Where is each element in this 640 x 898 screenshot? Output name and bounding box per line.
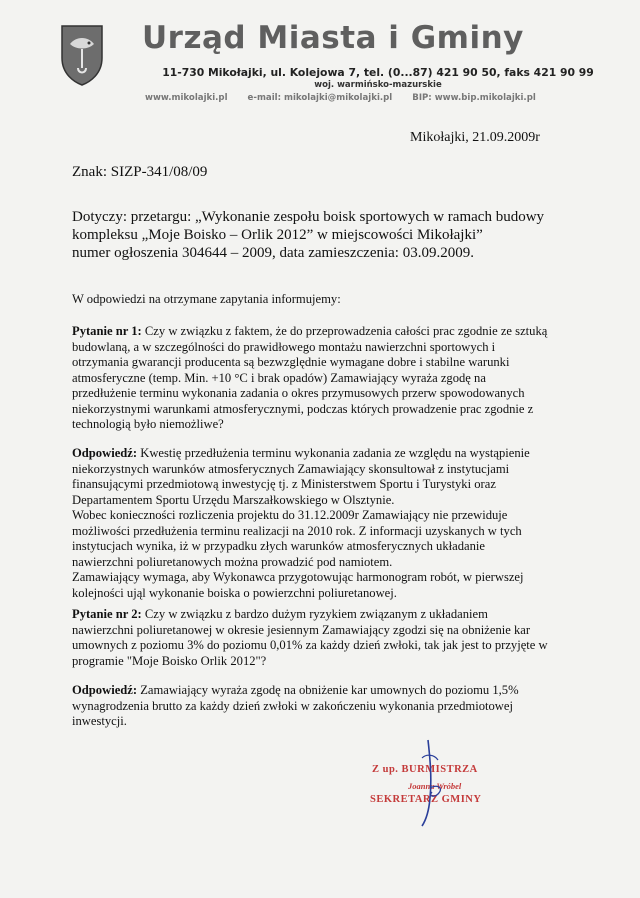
answer-text: instytucjach wynika, iż w przypadku złych warunków atmosferycznych układanie xyxy=(72,539,486,553)
answer-text: niekorzystnych warunków atmosferycznych Zamawiający skonsultował z instytucjami xyxy=(72,461,510,476)
question-2 xyxy=(72,607,592,669)
office-contact xyxy=(145,93,615,103)
answer-text: finansującymi przedmiotową inwestycję tj. z Ministerstwem Sportu i Turystyki oraz xyxy=(72,477,496,491)
answer-text: inwestycji. xyxy=(72,714,127,728)
question-text: umownych z poziomu 3% do poziomu 0,01% za każdy dzień zwłoki, tak jak jest to przyjęte w xyxy=(72,638,548,652)
answer-label: Odpowiedź: xyxy=(72,683,138,697)
answer-text: Departamentem Sportu Urzędu Marszałkowskiego w Olsztynie. xyxy=(72,492,395,507)
answer-2 xyxy=(72,683,592,730)
answer-text: kolejności ująl wykonanie boiska o powierzchni poliuretanowej. xyxy=(72,585,397,600)
question-text: atmosferyczne (temp. Min. +10 °C i brak opadów) Zamawiający wyraża zgodę na xyxy=(72,370,486,385)
question-1 xyxy=(72,324,592,433)
answer-text: Zamawiający wyraża zgodę na obniżenie kar umownych do poziomu 1,5% xyxy=(137,683,519,697)
stamp-authority: Z up. BURMISTRZA xyxy=(372,764,478,775)
handwritten-signature xyxy=(408,738,448,828)
question-text: budowlaną, a w szczególności do prawidłowego montażu nawierzchni sportowych i xyxy=(72,339,496,354)
answer-text: nawierzchni poliuretanowych można prowadzić pod namiotem. xyxy=(72,554,393,569)
question-text: programie "Moje Boisko Orlik 2012"? xyxy=(72,653,267,668)
question-text: Czy w związku z faktem, że do przeprowadzenia całości prac zgodnie ze sztuką xyxy=(141,324,548,338)
answer-text: Kwestię przedłużenia terminu wykonania zadania ze względu na wystąpienie xyxy=(137,446,530,460)
coat-of-arms-icon xyxy=(60,24,104,86)
email-link[interactable]: e-mail: mikolajki@mikolajki.pl xyxy=(247,93,393,103)
question-label: Pytanie nr 1: xyxy=(72,324,142,338)
stamp-position: SEKRETARZ GMINY xyxy=(370,794,482,805)
subject-line: Dotyczy: przetargu: „Wykonanie zespołu boisk sportowych w ramach budowy xyxy=(72,209,545,225)
office-region: woj. warmińsko-mazurskie xyxy=(314,80,442,90)
answer-text: wynagrodzenia brutto za każdy dzień zwłoki w zakończeniu wykonania przedmiotowej xyxy=(72,698,513,713)
subject-block xyxy=(72,208,592,262)
answer-1 xyxy=(72,446,592,601)
intro-paragraph xyxy=(72,292,592,308)
office-address: 11-730 Mikołajki, ul. Kolejowa 7, tel. (0...87) 421 90 50, faks 421 90 99 xyxy=(162,66,594,79)
letter-date: Mikołajki, 21.09.2009r xyxy=(410,130,540,145)
question-text: technologią było niemożliwe? xyxy=(72,417,224,431)
answer-label: Odpowiedź: xyxy=(72,446,138,460)
question-text: otrzymania gwarancji producenta są bezwzględnie wymagane dobre i stabilne warunki xyxy=(72,355,510,369)
website-link[interactable]: www.mikolajki.pl xyxy=(145,93,228,103)
answer-text: możliwości przedłużenia terminu realizacji na 2010 rok. Z informacji uzyskanych w tych xyxy=(72,523,522,538)
bip-link[interactable]: BIP: www.bip.mikolajki.pl xyxy=(412,93,536,103)
answer-text: Zamawiający wymaga, aby Wykonawca przygotowując harmonogram robót, w pierwszej xyxy=(72,570,524,584)
question-text: nawierzchni poliuretanowej w okresie jesiennym Zamawiający zgodzi się na obniżenie kar xyxy=(72,622,531,637)
intro-text: W odpowiedzi na otrzymane zapytania informujemy: xyxy=(72,292,341,306)
answer-text: Wobec konieczności rozliczenia projektu do 31.12.2009r Zamawiający nie przewiduje xyxy=(72,508,508,522)
question-text: przedłużenie terminu wykonania zadania o okres przymusowych przerw spowodowanych xyxy=(72,386,525,400)
question-text: niekorzystnymi warunkami atmosferycznymi, podczas których prowadzenie prac zgodnie z xyxy=(72,401,534,416)
reference-number: Znak: SIZP-341/08/09 xyxy=(72,164,208,180)
subject-line: kompleksu „Moje Boisko – Orlik 2012” w miejscowości Mikołajki” xyxy=(72,227,483,243)
office-name: Urząd Miasta i Gminy xyxy=(142,20,524,56)
subject-line: numer ogłoszenia 304644 – 2009, data zamieszczenia: 03.09.2009. xyxy=(72,245,474,261)
question-text: Czy w związku z bardzo dużym ryzykiem związanym z układaniem xyxy=(141,607,488,621)
stamp-signer-name: Joanna Wróbel xyxy=(408,781,462,791)
question-label: Pytanie nr 2: xyxy=(72,607,142,621)
